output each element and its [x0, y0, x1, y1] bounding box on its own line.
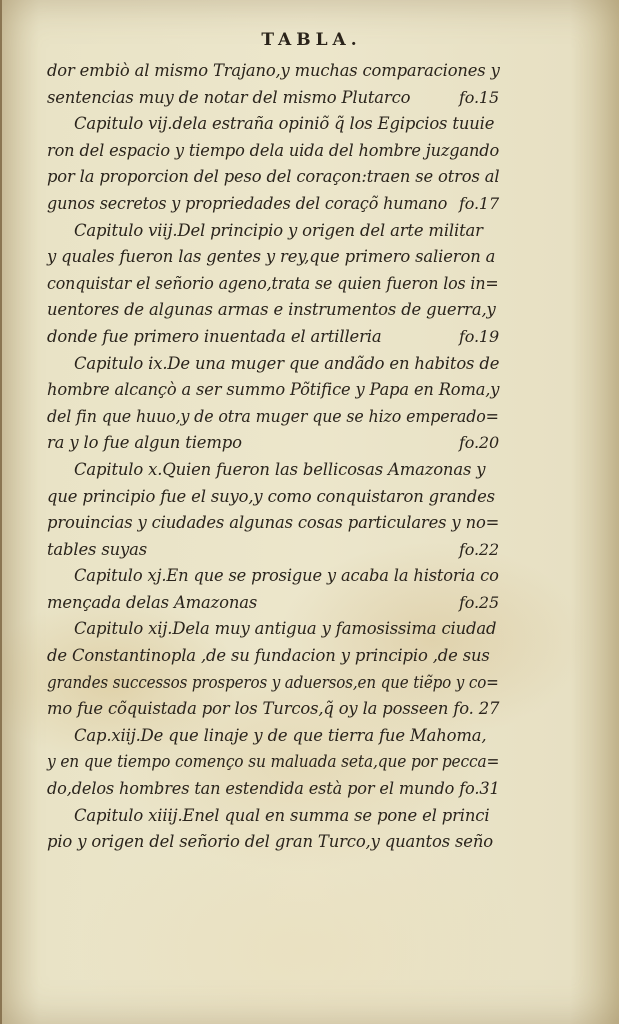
text-line [2, 111, 619, 138]
text-line [2, 85, 619, 112]
text-line [2, 829, 619, 856]
table-of-contents [2, 58, 619, 856]
folio-reference: fo.22 [459, 539, 499, 559]
folio-reference: fo.15 [459, 87, 499, 107]
text-line [2, 164, 619, 191]
line-text: Capitulo xij.Dela muy antigua y famosissima ciudad [74, 619, 497, 639]
text-line [2, 776, 619, 803]
text-line [2, 271, 619, 298]
text-line [2, 457, 619, 484]
line-text: uentores de algunas armas e instrumentos de guerra,y [47, 300, 496, 320]
line-text: de Constantinopla ,de su fundacion y principio ,de sus [47, 646, 490, 666]
line-text: y en que tiempo començo su maluada seta,que por pecca= [47, 752, 500, 772]
text-line [2, 616, 619, 643]
folio-reference: fo.19 [459, 326, 499, 346]
text-line [2, 484, 619, 511]
line-text: tables suyas [47, 539, 148, 559]
line-text: hombre alcançò a ser summo Põtifice y Papa en Roma,y [47, 380, 500, 400]
text-line [2, 590, 619, 617]
text-line [2, 670, 619, 697]
line-text: grandes successos prosperos y aduersos,en que tiẽpo y co= [47, 672, 499, 692]
line-text: del fin que huuo,y de otra muger que se hizo emperado= [47, 406, 499, 426]
text-line [2, 404, 619, 431]
text-line [2, 244, 619, 271]
line-text: mo fue cõquistada por los Turcos,q̃ oy la posseen fo. 27 [47, 699, 500, 719]
line-text: donde fue primero inuentada el artilleria [47, 326, 382, 346]
text-line [2, 324, 619, 351]
line-text: dor embiò al mismo Trajano,y muchas comparaciones y [47, 61, 500, 80]
line-text: ron del espacio y tiempo dela uida del hombre juzgando [47, 140, 500, 160]
folio-reference: fo.17 [459, 193, 499, 213]
line-text: Capitulo viij.Del principio y origen del arte militar [74, 220, 483, 240]
line-text: por la proporcion del peso del coraçon:traen se otros al [47, 167, 500, 187]
text-line [2, 696, 619, 723]
line-text: do,delos hombres tan estendida està por el mundo fo.31 [47, 779, 500, 799]
text-line [2, 58, 619, 85]
line-text: Capitulo vij.dela estraña opiniõ q̃ los Egipcios tuuie [74, 114, 495, 134]
line-text: y quales fueron las gentes y rey,que primero salieron a [47, 247, 496, 267]
text-line [2, 218, 619, 245]
line-text: sentencias muy de notar del mismo Plutarco [47, 87, 411, 107]
line-text: mençada delas Amazonas [47, 592, 258, 612]
text-line [2, 297, 619, 324]
folio-reference: fo.20 [459, 433, 499, 453]
line-text: Capitulo x.Quien fueron las bellicosas Amazonas y [74, 459, 486, 479]
text-line [2, 138, 619, 165]
line-text: prouincias y ciudades algunas cosas particulares y no= [47, 513, 500, 533]
text-line [2, 191, 619, 218]
text-line [2, 510, 619, 537]
text-line [2, 430, 619, 457]
text-line [2, 537, 619, 564]
text-line [2, 377, 619, 404]
line-text: que principio fue el suyo,y como conquistaron grandes [47, 486, 495, 506]
line-text: Capitulo xiiij.Enel qual en summa se pone el princi [74, 805, 490, 825]
line-text: Capitulo ix.De una muger que andãdo en habitos de [74, 353, 500, 373]
text-line [2, 803, 619, 830]
line-text: ra y lo fue algun tiempo [47, 433, 242, 453]
text-line [2, 643, 619, 670]
text-line [2, 351, 619, 378]
text-line [2, 563, 619, 590]
text-line [2, 723, 619, 750]
line-text: gunos secretos y propriedades del coraçõ humano [47, 193, 448, 213]
page-header: TABLA. [261, 30, 362, 50]
folio-reference: fo.25 [459, 592, 499, 612]
line-text: Capitulo xj.En que se prosigue y acaba la historia co [74, 566, 499, 586]
line-text: conquistar el señorio ageno,trata se quien fueron los in= [47, 273, 499, 293]
line-text: pio y origen del señorio del gran Turco,y quantos seño [47, 832, 493, 852]
line-text: Cap.xiij.De que linaje y de que tierra fue Mahoma, [74, 725, 487, 745]
text-line [2, 749, 619, 776]
